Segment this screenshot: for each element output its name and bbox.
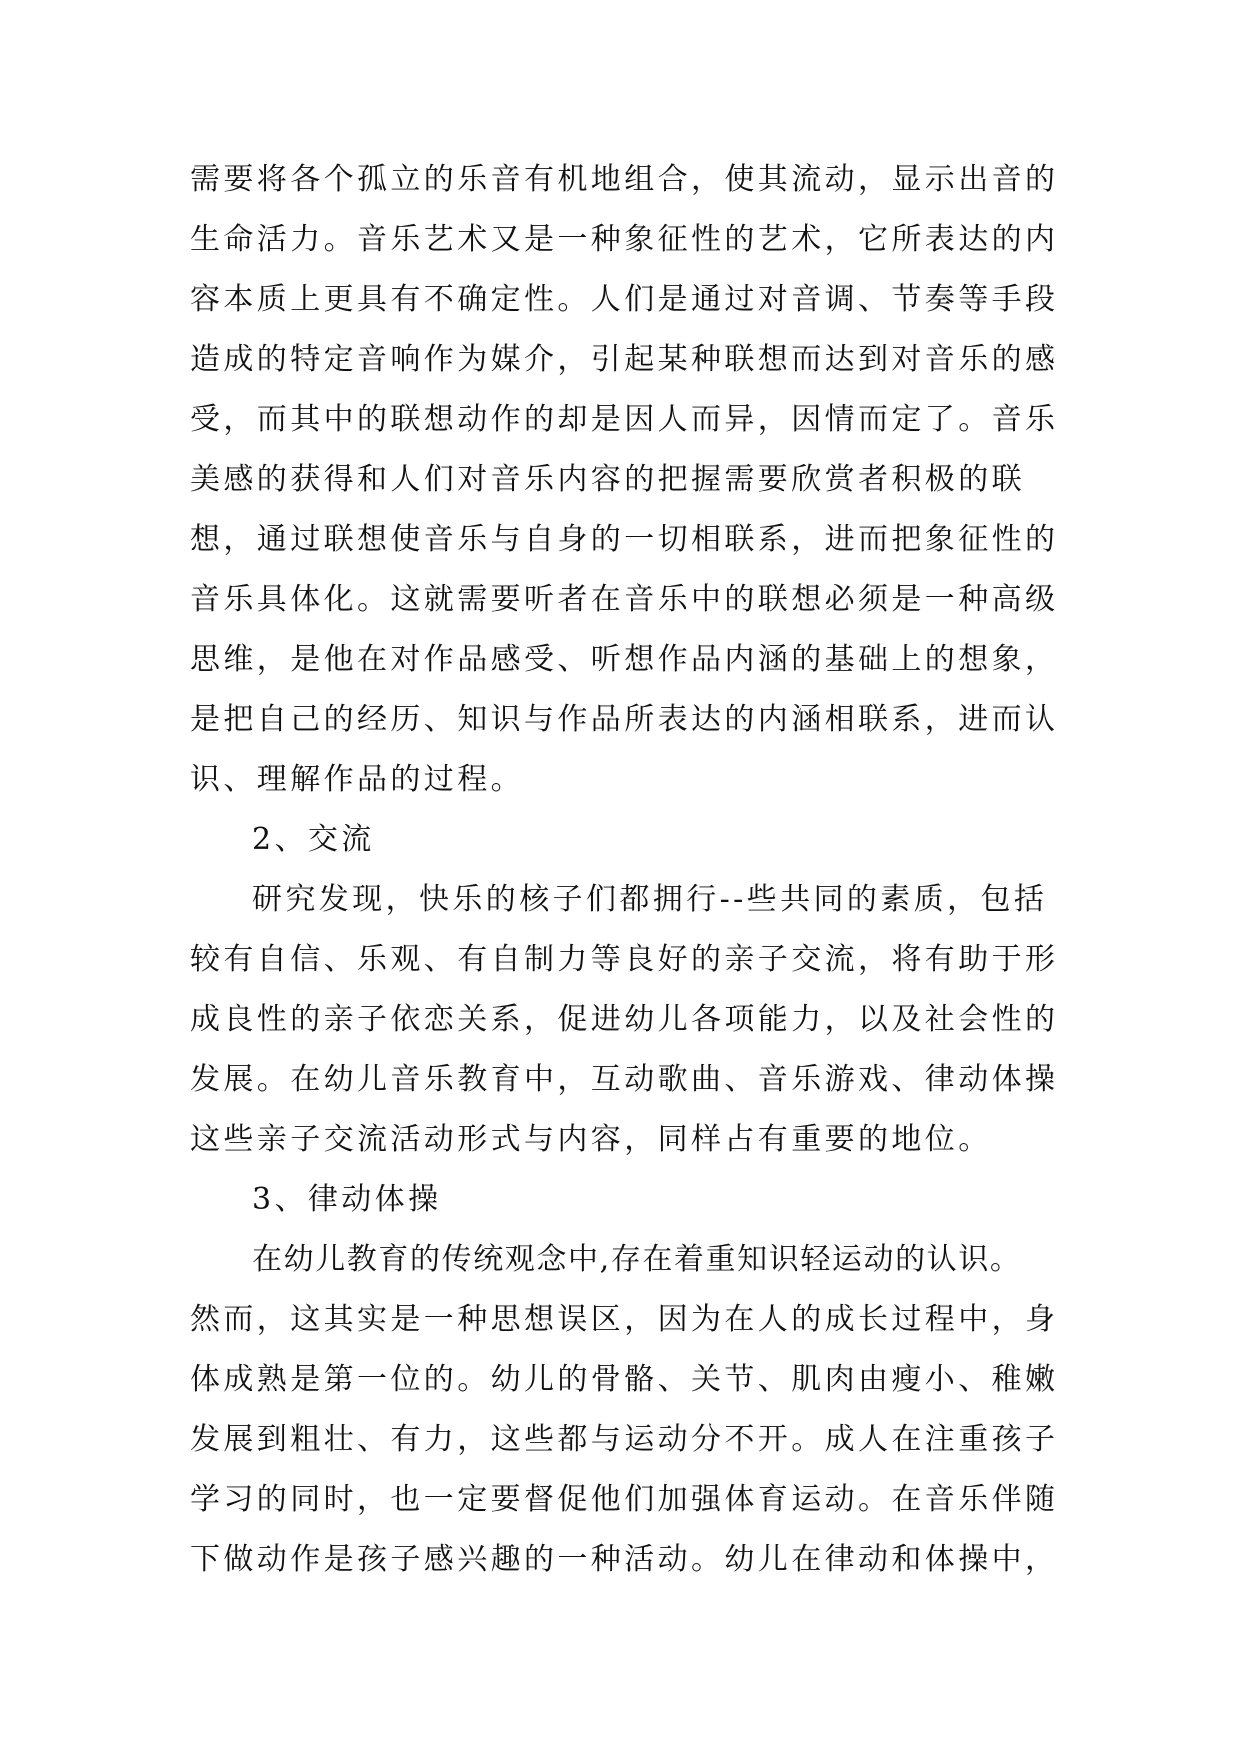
body-text-line: 体成熟是第一位的。幼儿的骨骼、关节、肌肉由瘦小、稚嫩 xyxy=(190,1362,1059,1397)
body-text-line: 需要将各个孤立的乐音有机地组合，使其流动，显示出音的 xyxy=(190,162,1059,197)
body-text-line: 发展到粗壮、有力，这些都与运动分不开。成人在注重孩子 xyxy=(190,1422,1059,1457)
body-text-line: 识、理解作品的过程。 xyxy=(190,762,524,797)
body-text-line: 生命活力。音乐艺术又是一种象征性的艺术，它所表达的内 xyxy=(190,222,1059,257)
body-text-line: 研究发现，快乐的核子们都拥行--些共同的素质，包括 xyxy=(252,882,1048,917)
section-heading: 2、交流 xyxy=(252,822,375,857)
body-text-line: 学习的同时，也一定要督促他们加强体育运动。在音乐伴随 xyxy=(190,1482,1059,1517)
body-text-line: 是把自己的经历、知识与作品所表达的内涵相联系，进而认 xyxy=(190,702,1059,737)
body-text-line: 在幼儿教育的传统观念中,存在着重知识轻运动的认识。 xyxy=(252,1242,1022,1277)
body-text-line: 思维，是他在对作品感受、听想作品内涵的基础上的想象， xyxy=(190,642,1059,677)
body-text-line: 音乐具体化。这就需要听者在音乐中的联想必须是一种高级 xyxy=(190,582,1059,617)
body-text-line: 受，而其中的联想动作的却是因人而异，因情而定了。音乐 xyxy=(190,402,1059,437)
body-text-line: 成良性的亲子依恋关系，促进幼儿各项能力，以及社会性的 xyxy=(190,1002,1059,1037)
body-text-line: 美感的获得和人们对音乐内容的把握需要欣赏者积极的联 xyxy=(190,462,1025,497)
body-text-line: 发展。在幼儿音乐教育中，互动歌曲、音乐游戏、律动体操 xyxy=(190,1062,1059,1097)
body-text-line: 想，通过联想使音乐与自身的一切相联系，进而把象征性的 xyxy=(190,522,1059,557)
document-body xyxy=(190,150,1070,1590)
body-text-line: 下做动作是孩子感兴趣的一种活动。幼儿在律动和体操中， xyxy=(190,1542,1059,1577)
body-text-line: 容本质上更具有不确定性。人们是通过对音调、节奏等手段 xyxy=(190,282,1059,317)
body-text-line: 造成的特定音响作为媒介，引起某种联想而达到对音乐的感 xyxy=(190,342,1059,377)
body-text-line: 然而，这其实是一种思想误区，因为在人的成长过程中，身 xyxy=(190,1302,1059,1337)
body-text-line: 较有自信、乐观、有自制力等良好的亲子交流，将有助于形 xyxy=(190,942,1059,977)
section-heading: 3、律动体操 xyxy=(252,1182,442,1217)
body-text-line: 这些亲子交流活动形式与内容，同样占有重要的地位。 xyxy=(190,1122,992,1157)
